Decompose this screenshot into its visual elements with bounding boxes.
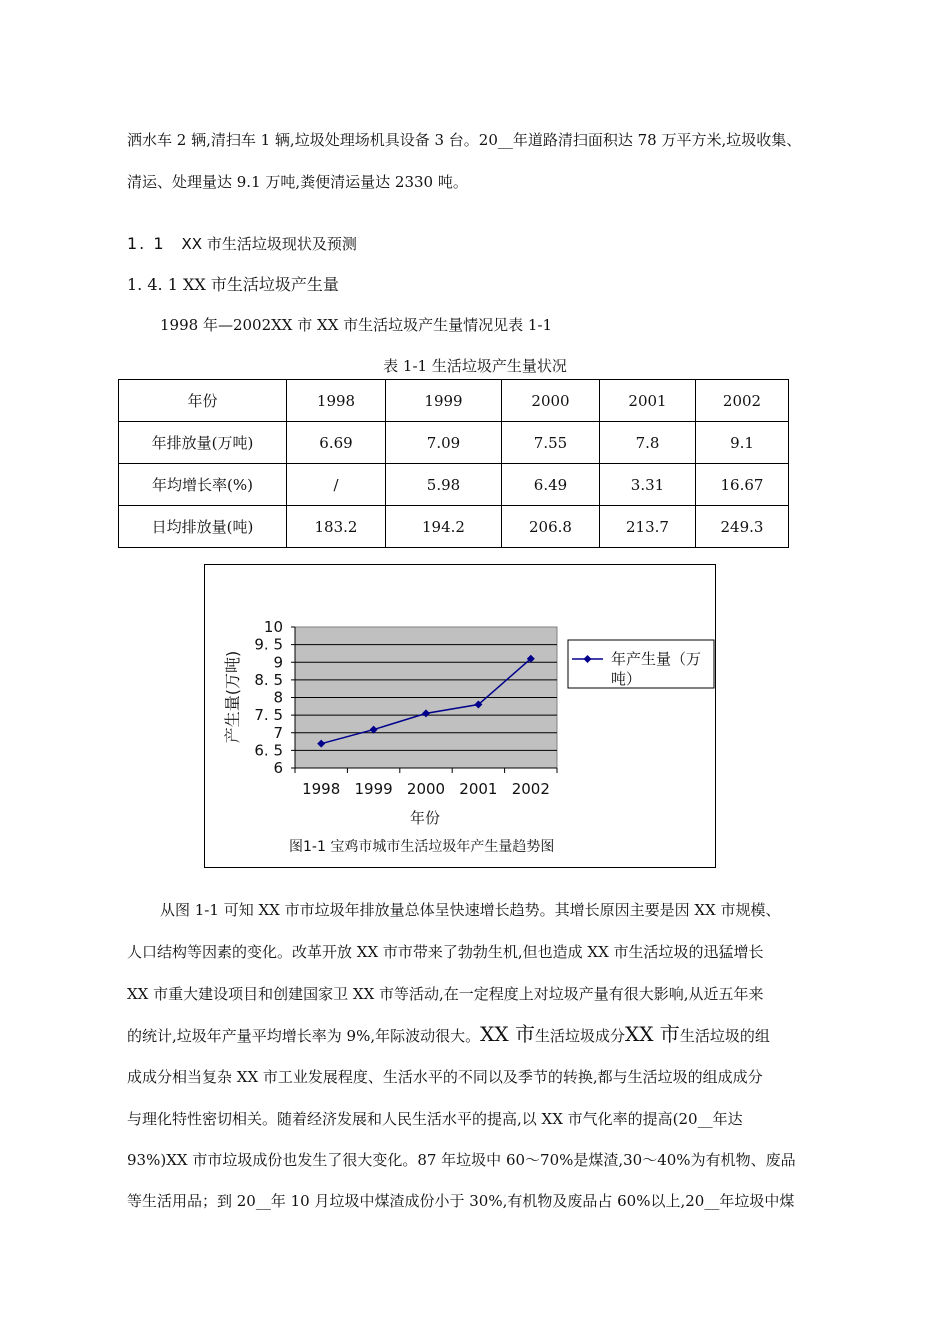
table-cell: 16.67 [696,464,789,506]
y-tick-label: 8 [273,688,283,707]
paragraph-line: 与理化特性密切相关。随着经济发展和人民生活水平的提高,以 XX 市气化率的提高(20__年达 [127,1110,743,1128]
paragraph-line: 93%)XX 市市垃圾成份也发生了很大变化。87 年垃圾中 60～70%是煤渣,30～40%为有机物、废品 [127,1151,796,1169]
section-title: XX 市生活垃圾现状及预测 [181,235,357,253]
x-tick-label: 1998 [302,780,341,798]
paragraph-line: 人口结构等因素的变化。改革开放 XX 市市带来了勃勃生机,但也造成 XX 市生活垃圾的迅猛增长 [127,943,764,961]
table-cell: 年份 [119,380,287,422]
y-tick-label: 8. 5 [254,670,283,689]
y-tick-label: 6 [273,759,283,777]
figure-caption: 图1-1 宝鸡市城市生活垃圾年产生量趋势图 [289,839,555,855]
text-run: 的统计,垃圾年产量平均增长率为 9%,年际波动很大。 [127,1027,481,1045]
text-run: 生活垃圾成分 [534,1027,625,1045]
y-tick-label: 10 [263,618,283,636]
data-table [118,379,789,548]
x-axis-ticks [295,768,557,798]
table-cell: 日均排放量(吨) [119,506,287,548]
table-cell: 7.8 [600,422,696,464]
paragraph-line: 成成分相当复杂 XX 市工业发展程度、生活水平的不同以及季节的转换,都与生活垃圾的组成成分 [127,1068,763,1086]
section-number: 1. 1 [127,234,166,253]
table-cell: 6.49 [502,464,600,506]
table-row [119,506,789,548]
text-line: 洒水车 2 辆,清扫车 1 辆,垃圾处理场机具设备 3 台。20__年道路清扫面积达 78 万平方米,垃圾收集、 [127,131,802,149]
x-axis-label: 年份 [409,809,441,827]
y-tick-label: 7 [273,723,283,742]
table-cell: 1998 [287,380,386,422]
subsection-heading: 1. 4. 1 XX 市生活垃圾产生量 [127,275,339,294]
y-axis-label: 产生量(万吨) [223,650,242,744]
line-chart [205,565,715,867]
y-tick-label: 9. 5 [254,635,283,654]
table-cell: 2002 [696,380,789,422]
table-cell: 5.98 [386,464,502,506]
x-tick-label: 2001 [459,780,498,798]
table-row [119,464,789,506]
table-cell: 7.09 [386,422,502,464]
y-tick-label: 6. 5 [254,741,283,760]
y-tick-label: 7. 5 [254,706,283,725]
table-cell: 1999 [386,380,502,422]
paragraph-line: XX 市重大建设项目和创建国家卫 XX 市等活动,在一定程度上对垃圾产量有很大影响,从近五年来 [127,985,764,1003]
y-tick-label: 9 [273,653,283,672]
paragraph-line [127,1024,770,1046]
table-cell: 213.7 [600,506,696,548]
x-tick-label: 1999 [354,780,393,798]
table-cell: 年均增长率(%) [119,464,287,506]
table-cell: 9.1 [696,422,789,464]
legend-label: 年产生量（万 [611,650,702,668]
x-tick-label: 2002 [511,780,550,798]
legend-label: 吨） [611,670,642,688]
table-cell: / [287,464,386,506]
table-cell: 206.8 [502,506,600,548]
table-cell: 249.3 [696,506,789,548]
text-run: 生活垃圾的组 [679,1027,770,1045]
paragraph-line: 从图 1-1 可知 XX 市市垃圾年排放量总体呈快速增长趋势。其增长原因主要是因 XX 市规模、 [160,901,781,919]
table-row [119,422,789,464]
text-run: XX 市 [480,1022,535,1046]
table-cell: 2000 [502,380,600,422]
table-header-row [119,380,789,422]
table-cell: 年排放量(万吨) [119,422,287,464]
intro-text: 1998 年—2002XX 市 XX 市生活垃圾产生量情况见表 1-1 [160,316,553,334]
text-run: XX 市 [624,1022,680,1046]
table-cell: 2001 [600,380,696,422]
table-caption: 表 1-1 生活垃圾产生量状况 [383,357,567,375]
table-cell: 3.31 [600,464,696,506]
legend [568,640,714,688]
table-cell: 7.55 [502,422,600,464]
chart-figure [204,564,716,868]
text-line: 清运、处理量达 9.1 万吨,粪便清运量达 2330 吨。 [127,173,468,191]
table-cell: 194.2 [386,506,502,548]
section-heading [127,234,357,254]
paragraph-line: 等生活用品；到 20__年 10 月垃圾中煤渣成份小于 30%,有机物及废品占 60%以上,20__年垃圾中煤 [127,1192,795,1210]
table-cell: 183.2 [287,506,386,548]
x-tick-label: 2000 [406,780,446,798]
table-cell: 6.69 [287,422,386,464]
y-axis-ticks [254,618,295,777]
